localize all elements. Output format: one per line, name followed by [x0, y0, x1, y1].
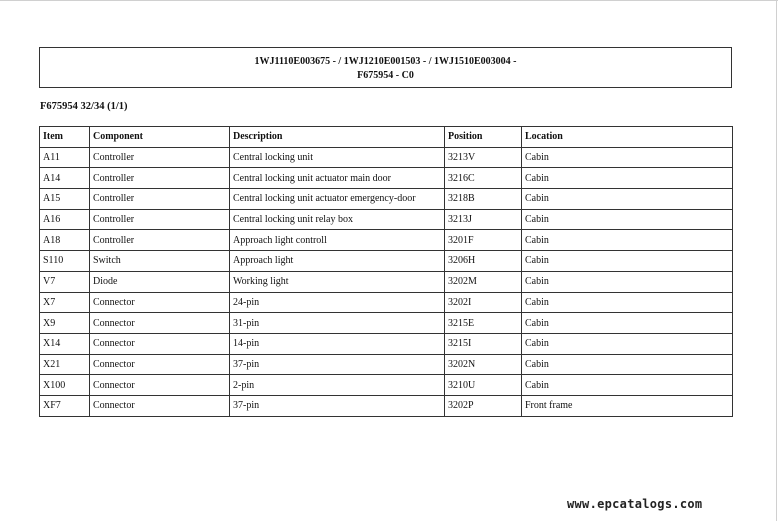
cell-description: 24-pin — [230, 292, 445, 313]
column-header-description: Description — [230, 127, 445, 148]
cell-item: X100 — [40, 375, 90, 396]
page-right-border — [776, 0, 777, 521]
cell-component: Connector — [90, 333, 230, 354]
cell-item: A18 — [40, 230, 90, 251]
cell-position: 3210U — [445, 375, 522, 396]
cell-component: Connector — [90, 354, 230, 375]
column-header-location: Location — [522, 127, 733, 148]
cell-location: Cabin — [522, 189, 733, 210]
cell-item: A15 — [40, 189, 90, 210]
cell-location: Cabin — [522, 333, 733, 354]
header-serial-range: 1WJ1110E003675 - / 1WJ1210E001503 - / 1WJ1510E003004 - — [254, 56, 517, 67]
table-row — [40, 354, 733, 375]
page-reference: F675954 32/34 (1/1) — [40, 101, 128, 112]
cell-location: Cabin — [522, 354, 733, 375]
cell-location: Cabin — [522, 313, 733, 334]
cell-location: Cabin — [522, 168, 733, 189]
cell-position: 3213V — [445, 147, 522, 168]
cell-description: Working light — [230, 271, 445, 292]
cell-location: Cabin — [522, 147, 733, 168]
cell-description: Approach light — [230, 251, 445, 272]
cell-component: Connector — [90, 395, 230, 416]
document-header — [39, 47, 732, 88]
cell-description: 37-pin — [230, 354, 445, 375]
cell-location: Cabin — [522, 251, 733, 272]
cell-description: Approach light controll — [230, 230, 445, 251]
table-header-row — [40, 127, 733, 148]
cell-position: 3202N — [445, 354, 522, 375]
cell-component: Controller — [90, 209, 230, 230]
cell-position: 3202M — [445, 271, 522, 292]
component-table — [39, 126, 733, 417]
cell-item: V7 — [40, 271, 90, 292]
table-row — [40, 313, 733, 334]
table-row — [40, 230, 733, 251]
table-row — [40, 147, 733, 168]
cell-item: A14 — [40, 168, 90, 189]
cell-item: X21 — [40, 354, 90, 375]
cell-position: 3202I — [445, 292, 522, 313]
cell-description: 37-pin — [230, 395, 445, 416]
table-row — [40, 395, 733, 416]
cell-description: 31-pin — [230, 313, 445, 334]
cell-location: Cabin — [522, 209, 733, 230]
cell-location: Cabin — [522, 375, 733, 396]
cell-description: 2-pin — [230, 375, 445, 396]
cell-location: Front frame — [522, 395, 733, 416]
table-row — [40, 292, 733, 313]
table-row — [40, 209, 733, 230]
cell-description: Central locking unit — [230, 147, 445, 168]
website-watermark: www.epcatalogs.com — [567, 497, 703, 511]
cell-item: XF7 — [40, 395, 90, 416]
cell-component: Controller — [90, 147, 230, 168]
column-header-component: Component — [90, 127, 230, 148]
cell-component: Connector — [90, 292, 230, 313]
table-row — [40, 375, 733, 396]
cell-position: 3206H — [445, 251, 522, 272]
column-header-position: Position — [445, 127, 522, 148]
cell-position: 3215E — [445, 313, 522, 334]
cell-position: 3216C — [445, 168, 522, 189]
cell-item: X7 — [40, 292, 90, 313]
cell-component: Switch — [90, 251, 230, 272]
cell-position: 3218B — [445, 189, 522, 210]
cell-component: Diode — [90, 271, 230, 292]
cell-position: 3201F — [445, 230, 522, 251]
table-row — [40, 271, 733, 292]
cell-location: Cabin — [522, 230, 733, 251]
header-document-code: F675954 - C0 — [357, 70, 414, 81]
cell-description: 14-pin — [230, 333, 445, 354]
cell-component: Controller — [90, 230, 230, 251]
table-body — [40, 147, 733, 416]
cell-component: Controller — [90, 189, 230, 210]
cell-description: Central locking unit actuator emergency-door — [230, 189, 445, 210]
cell-position: 3215I — [445, 333, 522, 354]
cell-position: 3213J — [445, 209, 522, 230]
cell-location: Cabin — [522, 271, 733, 292]
table-row — [40, 189, 733, 210]
cell-position: 3202P — [445, 395, 522, 416]
column-header-item: Item — [40, 127, 90, 148]
table-row — [40, 251, 733, 272]
cell-component: Connector — [90, 375, 230, 396]
cell-description: Central locking unit relay box — [230, 209, 445, 230]
cell-location: Cabin — [522, 292, 733, 313]
cell-item: S110 — [40, 251, 90, 272]
table-row — [40, 168, 733, 189]
table-row — [40, 333, 733, 354]
cell-item: X9 — [40, 313, 90, 334]
cell-item: A16 — [40, 209, 90, 230]
cell-description: Central locking unit actuator main door — [230, 168, 445, 189]
cell-item: X14 — [40, 333, 90, 354]
cell-component: Controller — [90, 168, 230, 189]
page-top-border — [0, 0, 778, 1]
cell-item: A11 — [40, 147, 90, 168]
cell-component: Connector — [90, 313, 230, 334]
